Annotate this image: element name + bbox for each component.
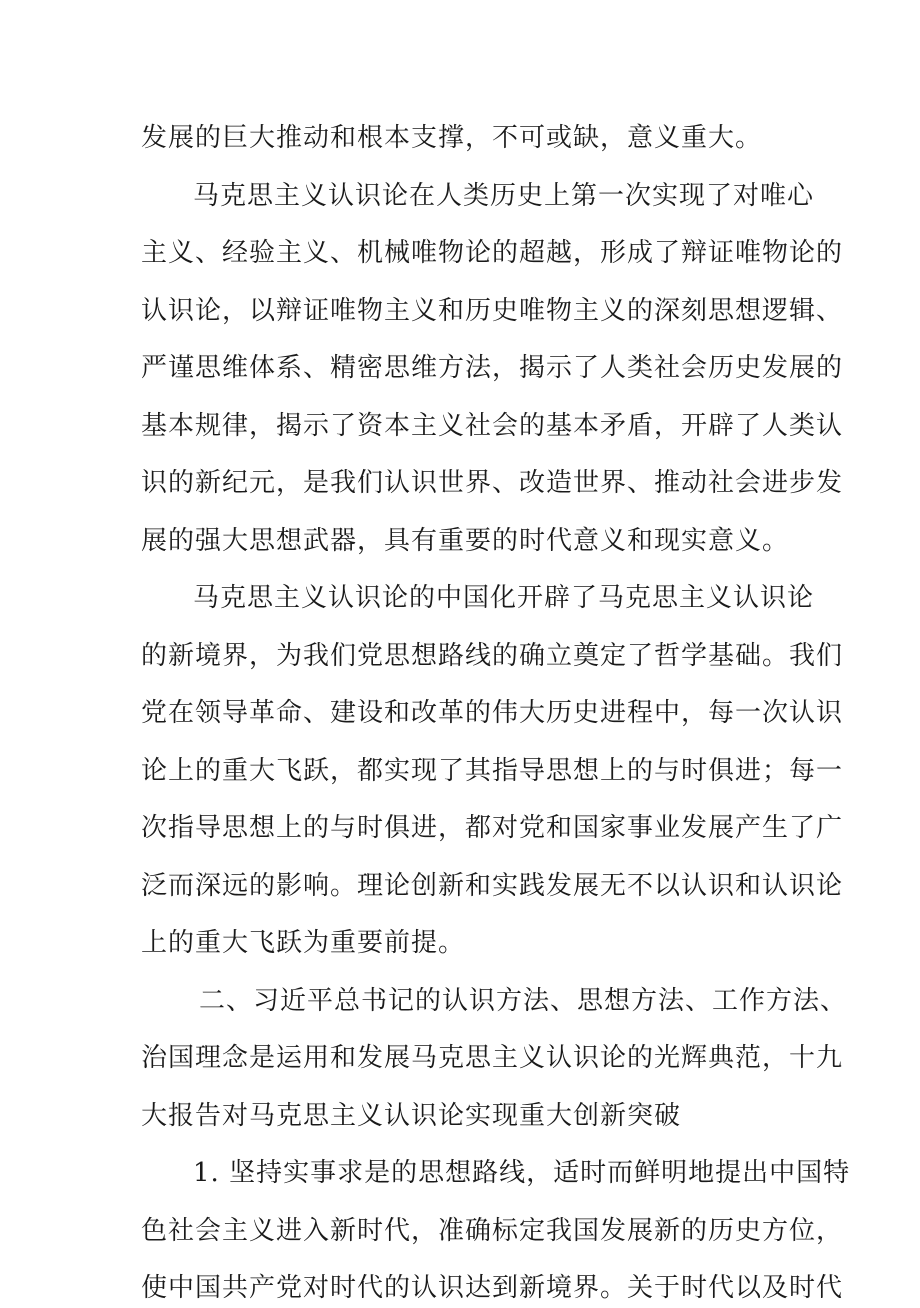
paragraph-line: 次指导思想上的与时俱进，都对党和国家事业发展产生了广 [141, 813, 844, 843]
paragraph-line: 认识论，以辩证唯物主义和历史唯物主义的深刻思想逻辑、 [141, 296, 844, 326]
paragraph-line: 论上的重大飞跃，都实现了其指导思想上的与时俱进；每一 [141, 756, 844, 786]
paragraph-line: 马克思主义认识论的中国化开辟了马克思主义认识论 [193, 583, 815, 613]
paragraph-line: 色社会主义进入新时代，准确标定我国发展新的历史方位， [141, 1216, 844, 1246]
section-heading-line: 大报告对马克思主义认识论实现重大创新突破 [141, 1101, 682, 1131]
paragraph-line: 展的强大思想武器，具有重要的时代意义和现实意义。 [141, 526, 790, 556]
paragraph-line: 识的新纪元，是我们认识世界、改造世界、推动社会进步发 [141, 468, 844, 498]
paragraph-line: 主义、经验主义、机械唯物论的超越，形成了辩证唯物论的 [141, 238, 844, 268]
paragraph-line: 党在领导革命、建设和改革的伟大历史进程中，每一次认识 [141, 698, 844, 728]
paragraph-line: 马克思主义认识论在人类历史上第一次实现了对唯心 [193, 181, 815, 211]
paragraph-line: 上的重大飞跃为重要前提。 [141, 928, 466, 958]
paragraph-line: 使中国共产党对时代的认识达到新境界。关于时代以及时代 [141, 1273, 844, 1303]
section-heading-line: 治国理念是运用和发展马克思主义认识论的光辉典范，十九 [141, 1043, 844, 1073]
paragraph-line: 严谨思维体系、精密思维方法，揭示了人类社会历史发展的 [141, 353, 844, 383]
paragraph-line: 基本规律，揭示了资本主义社会的基本矛盾，开辟了人类认 [141, 411, 844, 441]
paragraph-line: 1. 坚持实事求是的思想路线，适时而鲜明地提出中国特 [193, 1158, 851, 1188]
paragraph-line: 的新境界，为我们党思想路线的确立奠定了哲学基础。我们 [141, 641, 844, 671]
paragraph-line: 发展的巨大推动和根本支撑，不可或缺，意义重大。 [141, 123, 763, 153]
section-heading-line: 二、习近平总书记的认识方法、思想方法、工作方法、 [199, 986, 848, 1016]
paragraph-line: 泛而深远的影响。理论创新和实践发展无不以认识和认识论 [141, 871, 844, 901]
